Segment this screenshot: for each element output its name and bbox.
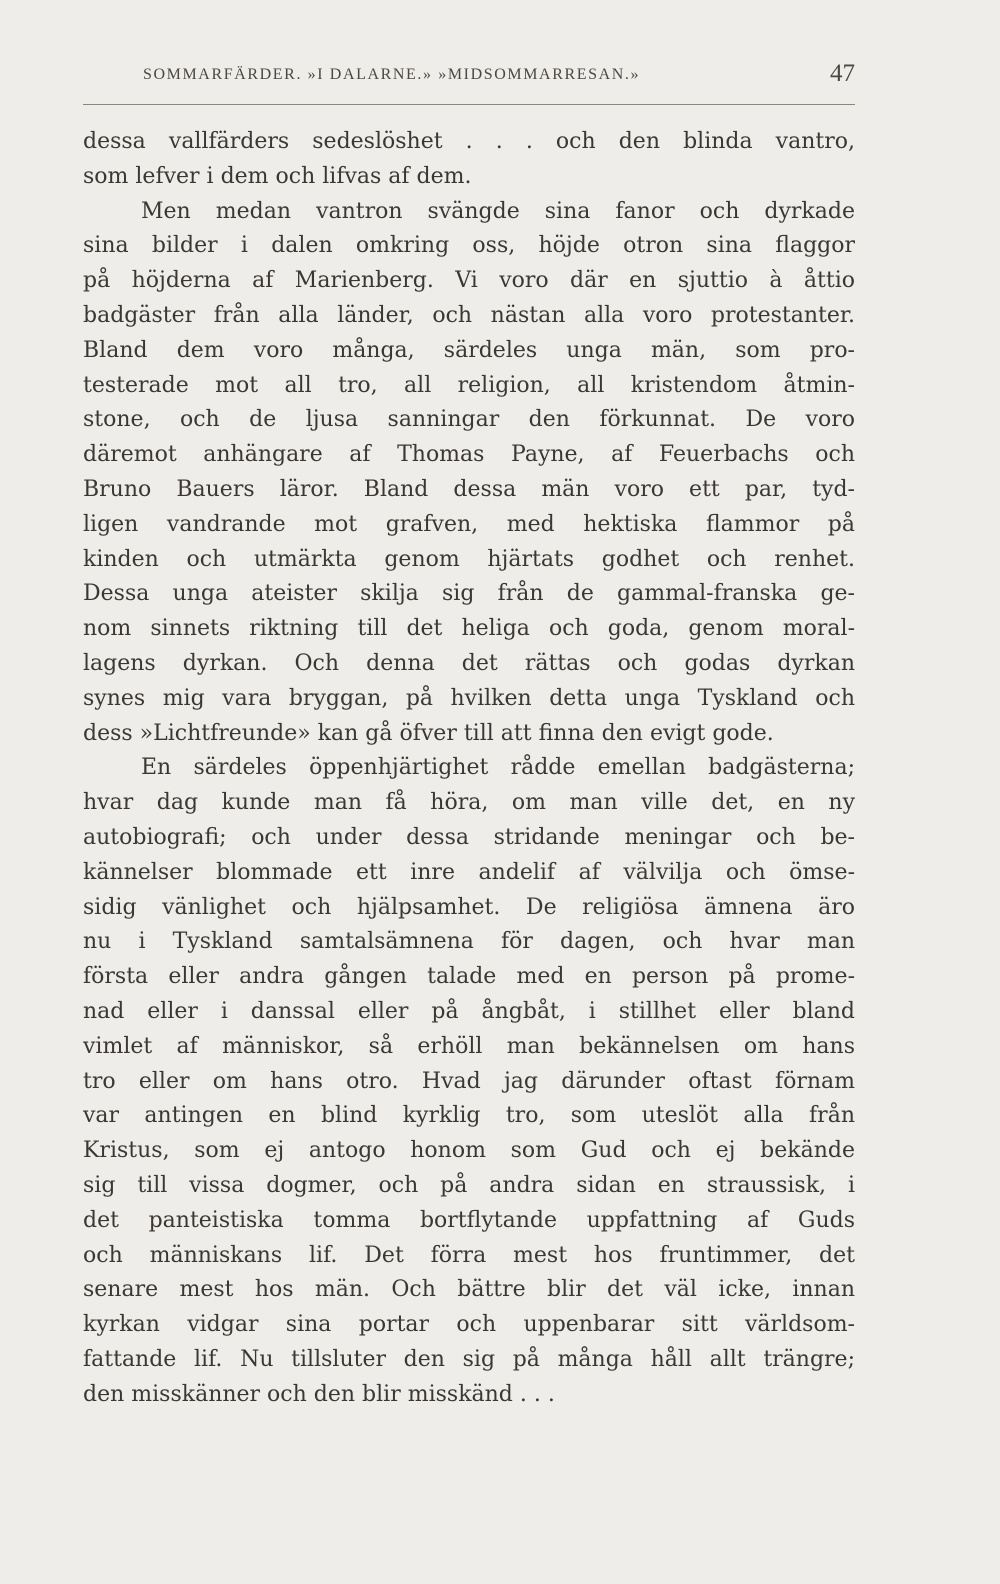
text-line: Bland dem voro många, särdeles unga män, som pro- (83, 337, 855, 363)
text-line: synes mig vara bryggan, på hvilken detta unga Tyskland och (83, 685, 855, 711)
text-line: nom sinnets riktning till det heliga och goda, genom moral- (83, 616, 855, 642)
text-line: sig till vissa dogmer, och på andra sidan en straussisk, i (83, 1172, 855, 1198)
text-line: däremot anhängare af Thomas Payne, af Feuerbachs och (83, 442, 855, 468)
text-line: nu i Tyskland samtalsämnena för dagen, och hvar man (83, 929, 855, 955)
text-line: Dessa unga ateister skilja sig från de gammal-franska ge- (83, 581, 855, 607)
text-line: sidig vänlighet och hjälpsamhet. De religiösa ämnena äro (83, 894, 855, 920)
text-line: badgäster från alla länder, och nästan alla voro protestanter. (83, 302, 855, 328)
text-line: hvar dag kunde man få höra, om man ville det, en ny (83, 790, 855, 816)
text-line: ligen vandrande mot grafven, med hektiska flammor på (83, 511, 855, 537)
text-line: på höjderna af Marienberg. Vi voro där en sjuttio à åttio (83, 268, 855, 294)
text-line: kinden och utmärkta genom hjärtats godhet och renhet. (83, 546, 855, 572)
text-line: tro eller om hans otro. Hvad jag därunder oftast förnam (83, 1068, 855, 1094)
text-line: Men medan vantron svängde sina fanor och dyrkade (141, 198, 855, 224)
text-line: vimlet af människor, så erhöll man bekännelsen om hans (83, 1033, 855, 1059)
text-line: och människans lif. Det förra mest hos fruntimmer, det (83, 1242, 855, 1268)
text-line: kännelser blommade ett inre andelif af välvilja och ömse- (83, 859, 855, 885)
header-rule (83, 104, 855, 105)
text-line: kyrkan vidgar sina portar och uppenbarar sitt världsom- (83, 1312, 855, 1338)
page-number: 47 (830, 60, 855, 87)
text-line: som lefver i dem och lifvas af dem. (83, 163, 472, 189)
text-line: En särdeles öppenhjärtighet rådde emellan badgästerna; (141, 755, 855, 781)
page-header (83, 58, 855, 98)
text-line: det panteistiska tomma bortflytande uppfattning af Guds (83, 1207, 855, 1233)
text-line: lagens dyrkan. Och denna det rättas och godas dyrkan (83, 650, 855, 676)
running-head: SOMMARFÄRDER. »I DALARNE.» »MIDSOMMARRESAN.» (143, 66, 641, 83)
text-line: senare mest hos män. Och bättre blir det väl icke, innan (83, 1277, 855, 1303)
text-line: Kristus, som ej antogo honom som Gud och ej bekände (83, 1138, 855, 1164)
text-line: fattande lif. Nu tillsluter den sig på många håll allt trängre; (83, 1346, 855, 1372)
text-line: stone, och de ljusa sanningar den förkunnat. De voro (83, 407, 855, 433)
text-line: den misskänner och den blir misskänd . . . (83, 1381, 555, 1407)
text-line: sina bilder i dalen omkring oss, höjde otron sina flaggor (83, 233, 855, 259)
text-line: första eller andra gången talade med en person på prome- (83, 964, 855, 990)
text-line: dessa vallfärders sedeslöshet . . . och den blinda vantro, (83, 129, 855, 154)
text-line: testerade mot all tro, all religion, all kristendom åtmin- (83, 372, 855, 398)
text-line: dess »Lichtfreunde» kan gå öfver till att finna den evigt gode. (83, 720, 774, 746)
body-text (83, 125, 855, 1412)
text-line: autobiografi; och under dessa stridande meningar och be- (83, 824, 855, 850)
text-line: nad eller i danssal eller på ångbåt, i stillhet eller bland (83, 998, 855, 1024)
text-line: Bruno Bauers läror. Bland dessa män voro ett par, tyd- (83, 476, 855, 502)
text-line: var antingen en blind kyrklig tro, som uteslöt alla från (83, 1103, 855, 1129)
